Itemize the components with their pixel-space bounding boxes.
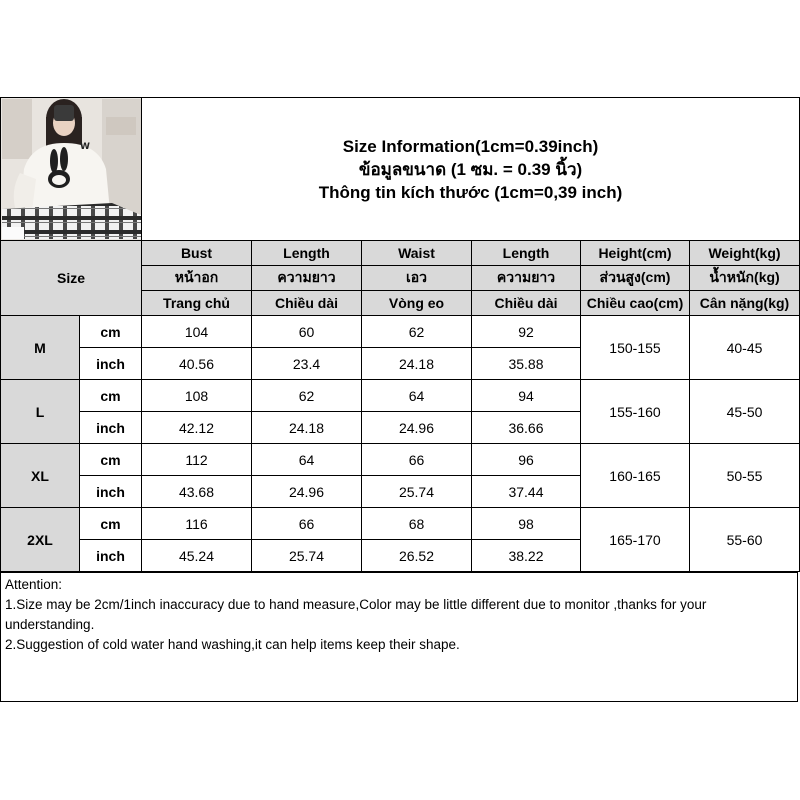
cell-value: 24.18 (362, 348, 472, 380)
cell-value: 45.24 (142, 540, 252, 572)
title-thai: ข้อมูลขนาด (1 ซม. = 0.39 นิ้ว) (358, 159, 583, 179)
unit-label: cm (80, 508, 142, 540)
title-block (142, 98, 800, 241)
cell-value: 108 (142, 380, 252, 412)
col-length-en: Length (252, 241, 362, 266)
title-vietnamese: Thông tin kích thước (1cm=0,39 inch) (318, 182, 623, 202)
cell-value: 24.18 (252, 412, 362, 444)
col-waist-th: เอว (362, 266, 472, 291)
cell-value: 66 (362, 444, 472, 476)
cell-value: 62 (252, 380, 362, 412)
height-range: 150-155 (581, 316, 690, 380)
col-weight-th: น้ำหนัก(kg) (690, 266, 800, 291)
unit-label: cm (80, 444, 142, 476)
col-weight-vi: Cân nặng(kg) (690, 291, 800, 316)
cell-value: 24.96 (252, 476, 362, 508)
cell-value: 112 (142, 444, 252, 476)
product-photo (1, 98, 142, 241)
size-name: L (1, 380, 80, 444)
weight-range: 45-50 (690, 380, 800, 444)
attention-box (0, 572, 798, 702)
col-height-en: Height(cm) (581, 241, 690, 266)
col-waist-en: Waist (362, 241, 472, 266)
cell-value: 38.22 (472, 540, 581, 572)
cell-value: 42.12 (142, 412, 252, 444)
col-bust-en: Bust (142, 241, 252, 266)
weight-range: 40-45 (690, 316, 800, 380)
attention-note-2: 2.Suggestion of cold water hand washing,it can help items keep their shape. (5, 637, 460, 652)
height-range: 165-170 (581, 508, 690, 572)
cell-value: 94 (472, 380, 581, 412)
size-name: M (1, 316, 80, 380)
cell-value: 62 (362, 316, 472, 348)
col-length-th: ความยาว (252, 266, 362, 291)
unit-label: inch (80, 412, 142, 444)
cell-value: 60 (252, 316, 362, 348)
size-table (0, 97, 800, 572)
col-weight-en: Weight(kg) (690, 241, 800, 266)
cell-value: 37.44 (472, 476, 581, 508)
cell-value: 35.88 (472, 348, 581, 380)
cell-value: 68 (362, 508, 472, 540)
height-range: 155-160 (581, 380, 690, 444)
col-waist-vi: Vòng eo (362, 291, 472, 316)
cell-value: 23.4 (252, 348, 362, 380)
size-name: XL (1, 444, 80, 508)
unit-label: cm (80, 316, 142, 348)
cell-value: 25.74 (362, 476, 472, 508)
unit-label: inch (80, 348, 142, 380)
cell-value: 26.52 (362, 540, 472, 572)
attention-note-1: 1.Size may be 2cm/1inch inaccuracy due to hand measure,Color may be little different due to monitor ,thanks for your understanding. (5, 597, 707, 632)
cell-value: 25.74 (252, 540, 362, 572)
cell-value: 43.68 (142, 476, 252, 508)
col-length2-th: ความยาว (472, 266, 581, 291)
col-length2-vi: Chiều dài (472, 291, 581, 316)
col-height-th: ส่วนสูง(cm) (581, 266, 690, 291)
unit-label: inch (80, 476, 142, 508)
cell-value: 104 (142, 316, 252, 348)
svg-text:W: W (80, 142, 90, 152)
col-bust-th: หน้าอก (142, 266, 252, 291)
attention-heading: Attention: (5, 577, 63, 592)
cell-value: 98 (472, 508, 581, 540)
cell-value: 116 (142, 508, 252, 540)
cell-value: 36.66 (472, 412, 581, 444)
cell-value: 66 (252, 508, 362, 540)
cell-value: 92 (472, 316, 581, 348)
model-photo-illustration (2, 99, 141, 239)
weight-range: 55-60 (690, 508, 800, 572)
cell-value: 96 (472, 444, 581, 476)
height-range: 160-165 (581, 444, 690, 508)
unit-label: cm (80, 380, 142, 412)
weight-range: 50-55 (690, 444, 800, 508)
cell-value: 24.96 (362, 412, 472, 444)
unit-label: inch (80, 540, 142, 572)
size-chart (0, 97, 800, 572)
col-height-vi: Chiều cao(cm) (581, 291, 690, 316)
size-header: Size (1, 241, 142, 316)
col-length2-en: Length (472, 241, 581, 266)
cell-value: 64 (362, 380, 472, 412)
cell-value: 64 (252, 444, 362, 476)
size-name: 2XL (1, 508, 80, 572)
col-length-vi: Chiều dài (252, 291, 362, 316)
col-bust-vi: Trang chủ (142, 291, 252, 316)
title-english: Size Information(1cm=0.39inch) (342, 136, 599, 156)
cell-value: 40.56 (142, 348, 252, 380)
